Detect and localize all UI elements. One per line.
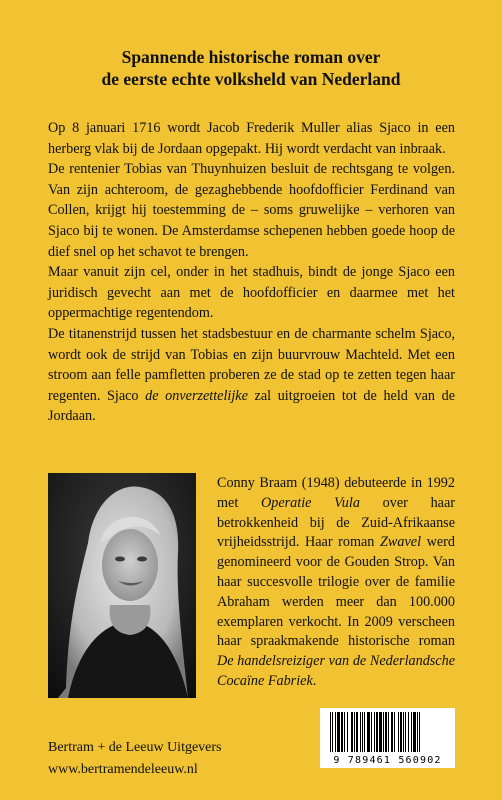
barcode-bar [364,712,365,752]
barcode-bar [403,712,404,752]
barcode-bar [335,712,336,752]
barcode-bar [388,712,389,752]
author-portrait-image [48,473,196,698]
publisher-url: www.bertramendeleeuw.nl [48,762,198,777]
barcode-bar [344,712,345,752]
barcode-bar [394,712,395,752]
barcode-bar [413,712,416,752]
author-photo [48,473,196,698]
barcode-bar [400,712,402,752]
barcode-bar [362,712,363,752]
isbn-number: 9 789461 560902 [333,755,442,766]
barcode-bar [371,712,372,752]
bio-text-1: Conny Braam (1948) debuteerde in 1992 met [217,475,455,511]
barcode-bar [347,712,348,752]
barcode-bar [356,712,358,752]
barcode-bar [376,712,378,752]
bio-text-3: werd genomineerd voor de Gouden Strop. Van haar succesvolle trilogie over de familie Abraham werden meer dan 100.000 exemplaren verkocht. In 2009 verscheen haar spraakmakende historische roman [217,534,455,650]
blurb-p4-text-b: zal uitgroeien tot de held van de Jordaan. [48,387,455,425]
barcode-bar [379,712,382,752]
barcode-bar [354,712,355,752]
barcode-bar [398,712,399,752]
book-blurb [48,118,455,427]
barcode-bar [411,712,412,752]
isbn-barcode [320,708,455,768]
barcode-bar [419,712,420,752]
headline-line-2: de eerste echte volksheld van Nederland [101,69,401,89]
barcode-bar [351,712,353,752]
blurb-paragraph-4 [48,324,455,427]
blurb-paragraph-3: Maar vanuit zijn cel, onder in het stadhuis, bindt de jonge Sjaco een juridisch gevecht aan met de hoofdofficier en daarmee met het oppermachtige regentendom. [48,264,455,322]
author-bio-text [217,474,455,692]
barcode-bar [385,712,387,752]
blurb-paragraph-1: Op 8 januari 1716 wordt Jacob Frederik Muller alias Sjaco in een herberg vlak bij de Jordaan opgepakt. Hij wordt verdacht van inbraak. [48,120,455,157]
publisher-name: Bertram + de Leeuw Uitgevers [48,740,222,755]
barcode-bar [330,712,331,752]
bio-title-1: Operatie Vula [261,494,360,511]
publisher-block [48,737,222,781]
barcode-bars [320,708,455,756]
barcode-bar [408,712,409,752]
barcode-bar [367,712,370,752]
barcode-bar [383,712,384,752]
barcode-bar [405,712,406,752]
barcode-bar [391,712,393,752]
back-cover-headline [0,46,502,90]
barcode-bar [341,712,343,752]
barcode-bar [337,712,340,752]
bio-text-4: . [312,672,317,689]
headline-line-1: Spannende historische roman over [121,47,381,67]
bio-text-2: over haar betrokkenheid bij de Zuid-Afrikaanse vrijheidsstrijd. Haar roman [217,494,455,551]
barcode-bar [360,712,361,752]
bio-title-3: De handelsreiziger van de Nederlandsche Cocaïne Fabriek [217,653,455,689]
blurb-p4-emphasis: de onverzettelijke [145,387,248,404]
bio-title-2: Zwavel [380,534,422,551]
barcode-bar [374,712,375,752]
blurb-p4-text-a: De titanenstrijd tussen het stadsbestuur en de charmante schelm Sjaco, wordt ook de strijd van Tobias en zijn buurvrouw Machteld. Met een stroom aan felle pamfletten proberen ze de stad op te zetten tegen haar regenten. Sjaco [48,325,455,404]
author-bio [217,474,455,692]
barcode-bar [332,712,333,752]
barcode-bar [417,712,418,752]
blurb-paragraph-2: De rentenier Tobias van Thuynhuizen besluit de rechtsgang te volgen. Van zijn achteroom, de gezaghebbende hoofdofficier Ferdinand van Collen, krijgt hij toestemming de – soms gruwelijke – verhoren van Sjaco bij te wonen. De Amsterdamse schepenen hebben goede hoop de dief snel op het schavot te brengen. [48,161,455,260]
